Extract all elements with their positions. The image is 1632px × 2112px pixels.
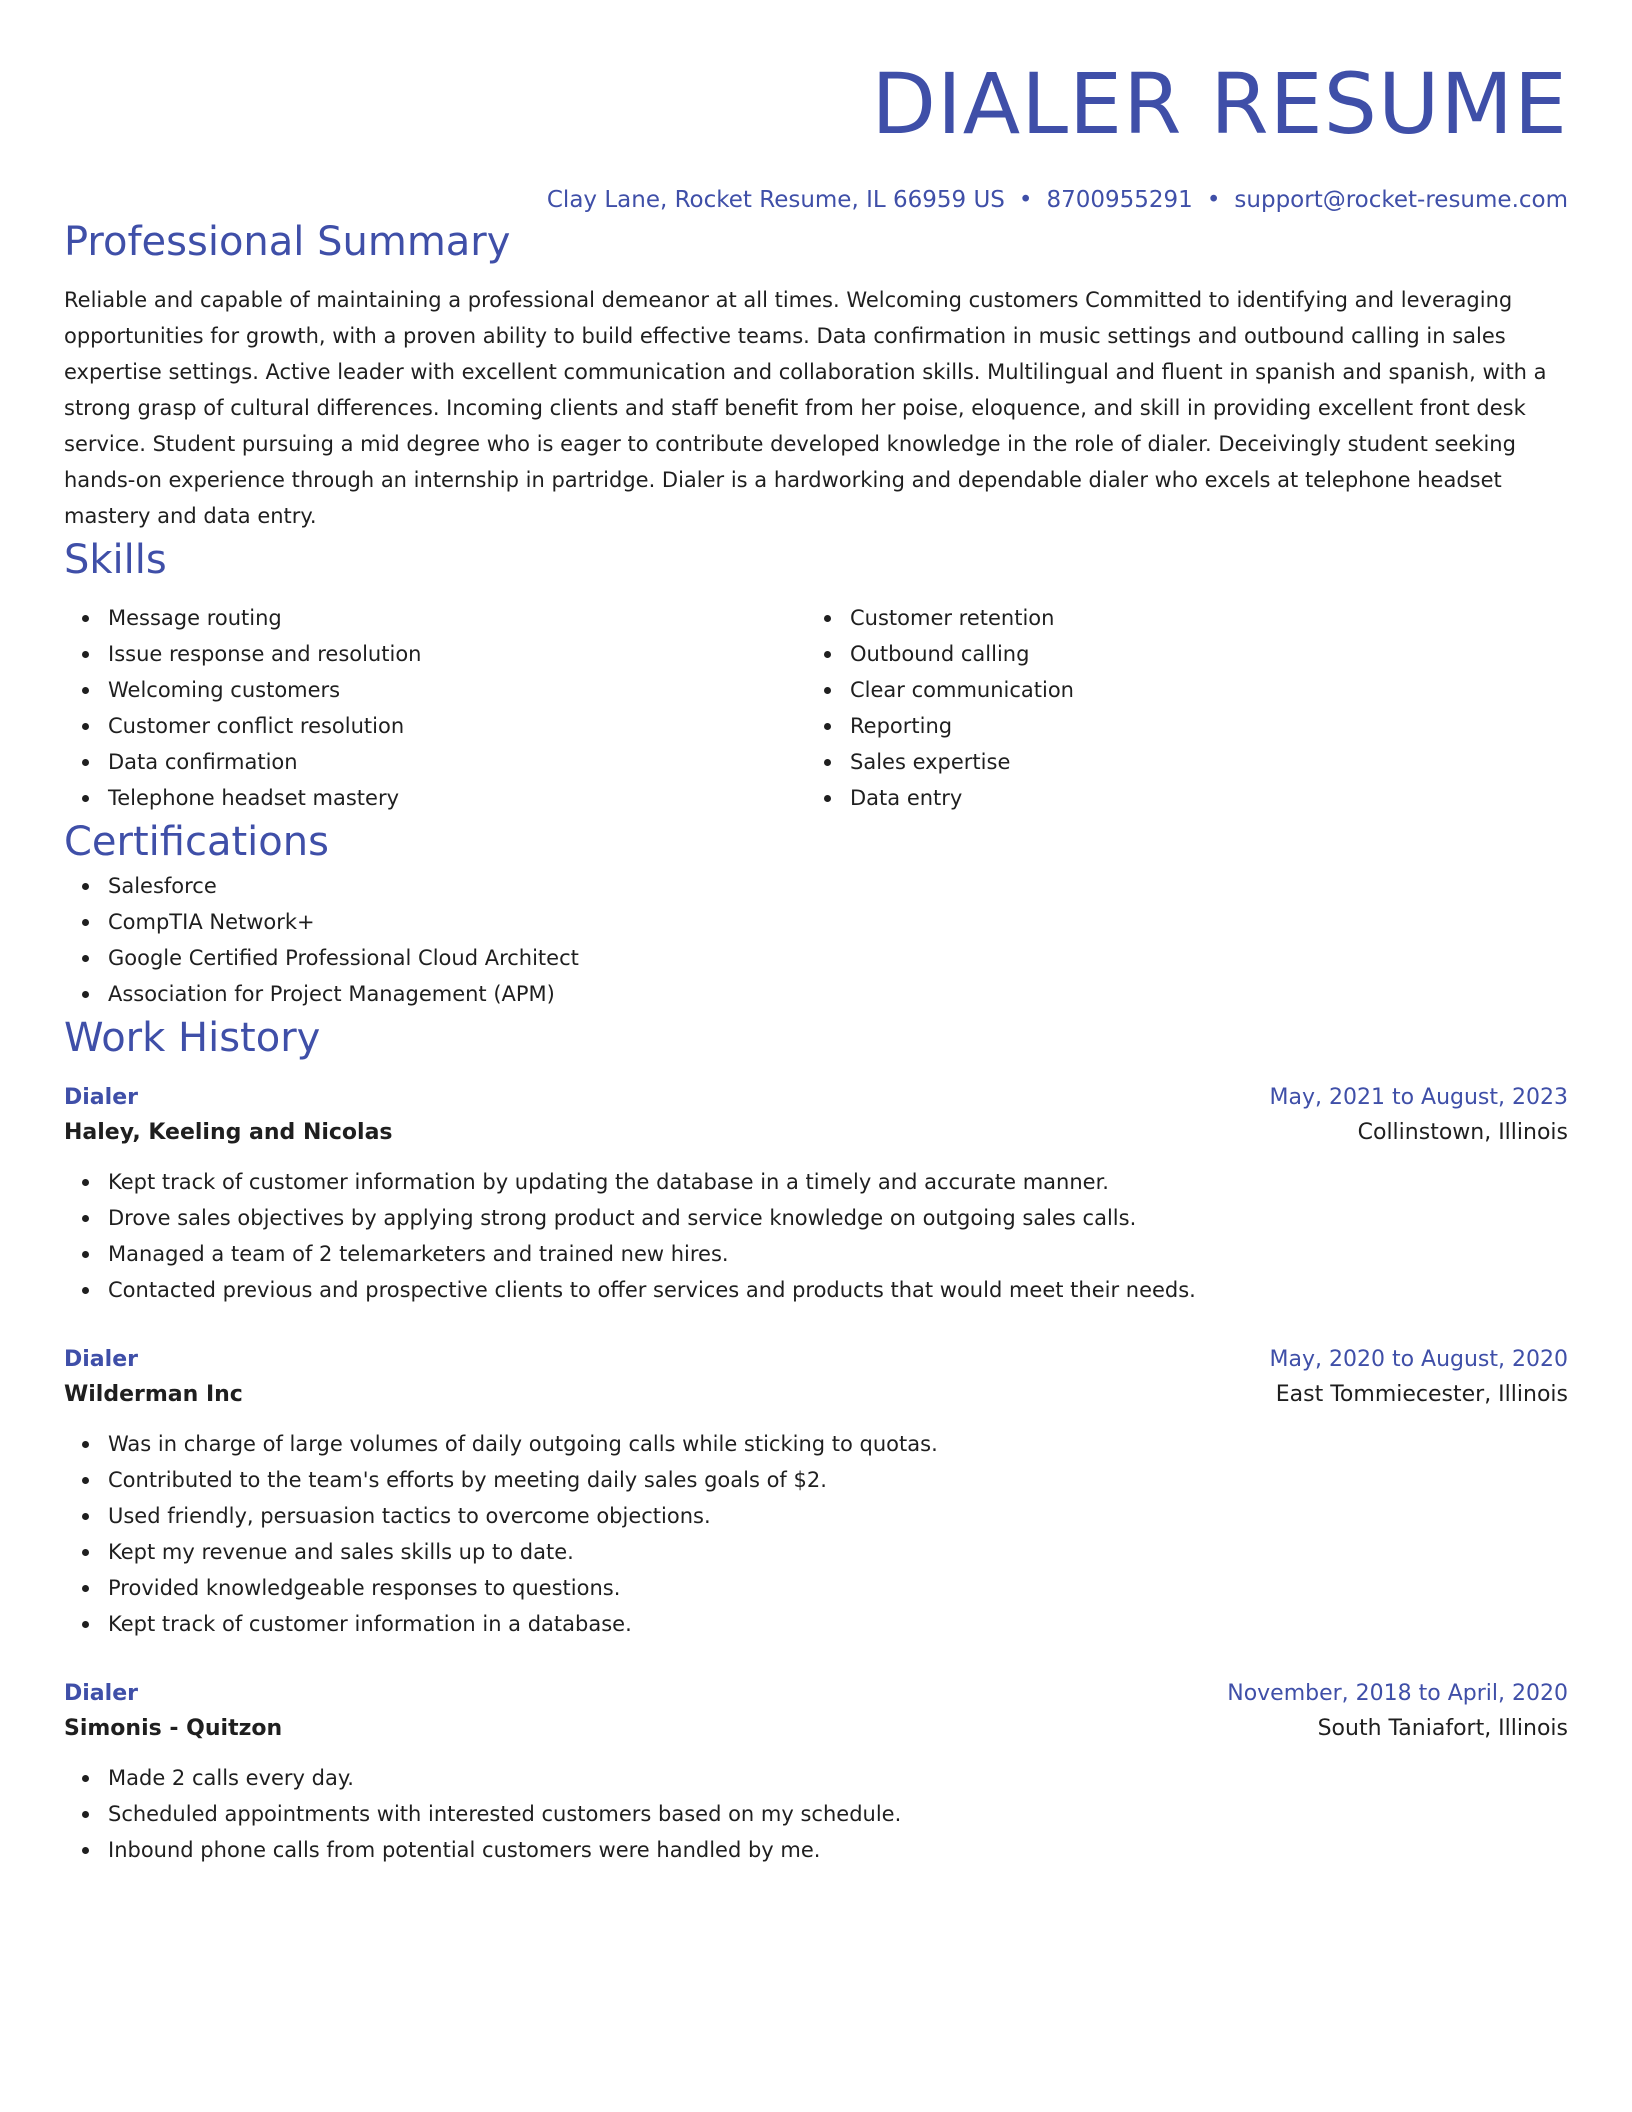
- skill-item: Clear communication: [850, 672, 1548, 708]
- job-location: South Taniafort, Illinois: [1317, 1716, 1568, 1741]
- skill-item: Customer conflict resolution: [108, 708, 806, 744]
- skill-item: Data confirmation: [108, 744, 806, 780]
- job-duty-item: Used friendly, persuasion tactics to overcome objections.: [108, 1498, 1568, 1534]
- certification-item: Association for Project Management (APM): [108, 976, 1568, 1012]
- skill-item: Sales expertise: [850, 744, 1548, 780]
- job-entry: [64, 1342, 1568, 1642]
- job-duty-item: Kept my revenue and sales skills up to date.: [108, 1534, 1568, 1570]
- job-header-row: [64, 1080, 1568, 1116]
- contact-email: support@rocket-resume.com: [1234, 187, 1568, 213]
- job-duty-item: Contributed to the team's efforts by meeting daily sales goals of $2.: [108, 1462, 1568, 1498]
- skill-item: Reporting: [850, 708, 1548, 744]
- certification-item: Salesforce: [108, 868, 1568, 904]
- job-duties-list: [64, 1426, 1568, 1642]
- job-title: Dialer: [64, 1085, 138, 1110]
- job-duty-item: Scheduled appointments with interested customers based on my schedule.: [108, 1796, 1568, 1832]
- certification-item: CompTIA Network+: [108, 904, 1568, 940]
- skills-list-left: [64, 600, 806, 816]
- skills-list-right: [806, 600, 1548, 816]
- job-title: Dialer: [64, 1347, 138, 1372]
- job-duty-item: Kept track of customer information in a database.: [108, 1606, 1568, 1642]
- job-header-row: [64, 1676, 1568, 1712]
- job-entry: [64, 1676, 1568, 1868]
- job-dates: May, 2021 to August, 2023: [1269, 1085, 1568, 1110]
- resume-page: [64, 0, 1568, 1868]
- skills-grid: [64, 600, 1568, 816]
- skills-column-right: [806, 600, 1548, 816]
- skill-item: Telephone headset mastery: [108, 780, 806, 816]
- job-entry: [64, 1080, 1568, 1308]
- skill-item: Welcoming customers: [108, 672, 806, 708]
- skill-item: Customer retention: [850, 600, 1548, 636]
- job-title: Dialer: [64, 1681, 138, 1706]
- job-duty-item: Provided knowledgeable responses to questions.: [108, 1570, 1568, 1606]
- job-duty-item: Made 2 calls every day.: [108, 1760, 1568, 1796]
- job-duty-item: Managed a team of 2 telemarketers and trained new hires.: [108, 1236, 1568, 1272]
- skills-column-left: [64, 600, 806, 816]
- job-location: Collinstown, Illinois: [1357, 1120, 1568, 1145]
- job-duties-list: [64, 1760, 1568, 1868]
- job-duty-item: Contacted previous and prospective clients to offer services and products that would meet their needs.: [108, 1272, 1568, 1308]
- job-duties-list: [64, 1164, 1568, 1308]
- certification-item: Google Certified Professional Cloud Architect: [108, 940, 1568, 976]
- contact-separator: •: [1018, 187, 1033, 213]
- certifications-list: [64, 868, 1568, 1012]
- job-company-row: [64, 1116, 1568, 1150]
- skills-heading: Skills: [64, 537, 167, 583]
- job-duty-item: Kept track of customer information by updating the database in a timely and accurate manner.: [108, 1164, 1568, 1200]
- job-dates: May, 2020 to August, 2020: [1269, 1347, 1568, 1372]
- skill-item: Outbound calling: [850, 636, 1548, 672]
- job-company: Haley, Keeling and Nicolas: [64, 1120, 393, 1145]
- contact-address: Clay Lane, Rocket Resume, IL 66959 US: [546, 187, 1005, 213]
- summary-text: Reliable and capable of maintaining a professional demeanor at all times. Welcoming customers Committed to identifying and leveraging opportunities for growth, with a proven ability to build effective teams. Data confirmation in music settings and outbound calling in sales expertise settings. Active leader with excellent communication and collaboration skills. Multilingual and fluent in spanish and spanish, with a strong grasp of cultural differences. Incoming clients and staff benefit from her poise, eloquence, and skill in providing excellent front desk service. Student pursuing a mid degree who is eager to contribute developed knowledge in the role of dialer. Deceivingly student seeking hands-on experience through an internship in partridge. Dialer is a hardworking and dependable dialer who excels at telephone headset mastery and data entry.: [64, 288, 1547, 528]
- job-dates: November, 2018 to April, 2020: [1227, 1681, 1568, 1706]
- skill-item: Data entry: [850, 780, 1548, 816]
- work-history-heading: Work History: [64, 1015, 321, 1061]
- job-duty-item: Drove sales objectives by applying strong product and service knowledge on outgoing sales calls.: [108, 1200, 1568, 1236]
- contact-line: [64, 184, 1568, 216]
- job-header-row: [64, 1342, 1568, 1378]
- job-company: Simonis - Quitzon: [64, 1716, 283, 1741]
- skill-item: Message routing: [108, 600, 806, 636]
- job-company: Wilderman Inc: [64, 1382, 243, 1407]
- contact-separator: •: [1206, 187, 1221, 213]
- contact-phone: 8700955291: [1046, 187, 1193, 213]
- job-company-row: [64, 1378, 1568, 1412]
- skill-item: Issue response and resolution: [108, 636, 806, 672]
- resume-name: DIALER RESUME: [871, 55, 1568, 153]
- job-company-row: [64, 1712, 1568, 1746]
- certifications-heading: Certifications: [64, 819, 329, 865]
- summary-heading: Professional Summary: [64, 219, 511, 265]
- job-location: East Tommiecester, Illinois: [1275, 1382, 1568, 1407]
- job-duty-item: Inbound phone calls from potential customers were handled by me.: [108, 1832, 1568, 1868]
- job-duty-item: Was in charge of large volumes of daily outgoing calls while sticking to quotas.: [108, 1426, 1568, 1462]
